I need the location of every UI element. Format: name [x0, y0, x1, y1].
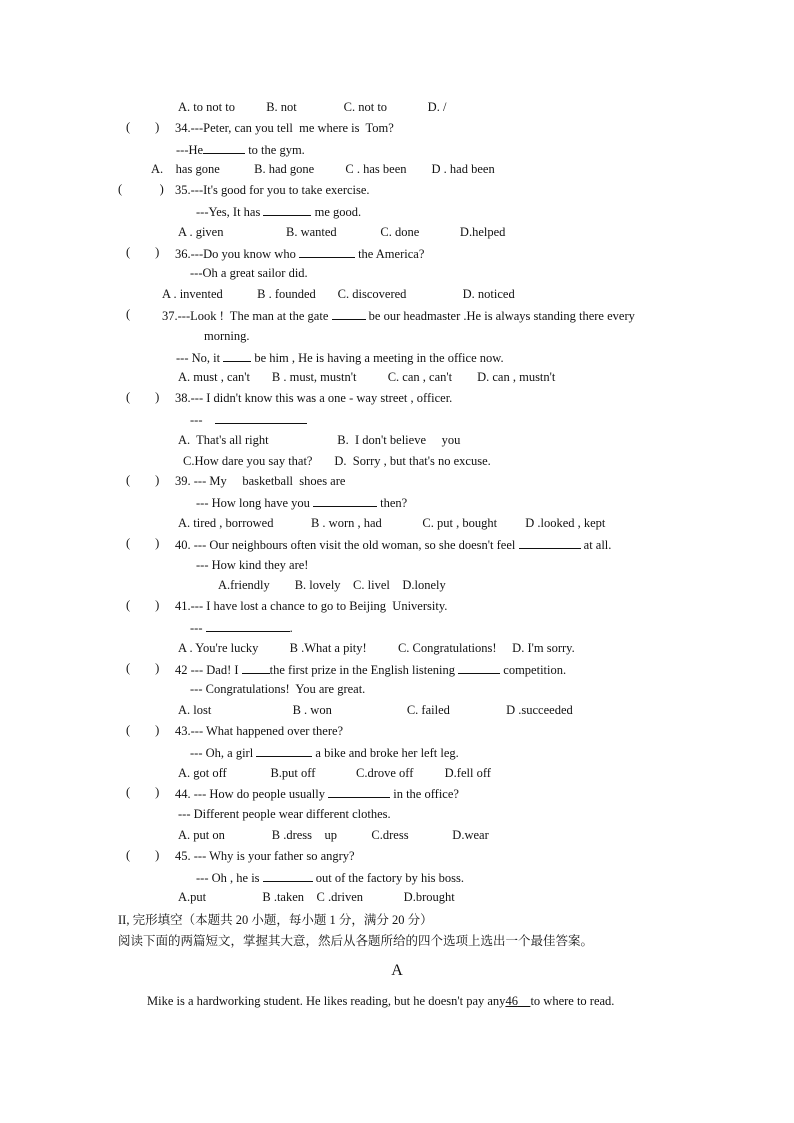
- q43-blank[interactable]: [256, 744, 312, 757]
- q39-stem: 39. --- My basketball shoes are: [175, 474, 346, 488]
- q36-blank[interactable]: [299, 245, 355, 258]
- q34-reply: ---He to the gym.: [176, 143, 305, 157]
- answer-paren-43[interactable]: ( ): [126, 723, 160, 737]
- q42-options: A. lost B . won C. failed D .succeeded: [178, 703, 573, 717]
- blank-46[interactable]: 46: [505, 994, 518, 1008]
- q37-blank-2[interactable]: [223, 349, 251, 362]
- q42-blank-1[interactable]: [242, 661, 270, 674]
- q45-options: A.put B .taken C .driven D.brought: [178, 890, 455, 904]
- q42-stem: 42 --- Dad! I the first prize in the English listening competition.: [175, 663, 567, 677]
- q40-blank[interactable]: [519, 536, 581, 549]
- q42-blank-2[interactable]: [458, 661, 500, 674]
- q40-options: A.friendly B. lovely C. livel D.lonely: [218, 578, 446, 592]
- q45-stem: 45. --- Why is your father so angry?: [175, 849, 355, 863]
- q34-stem: 34.---Peter, can you tell me where is Tom?: [175, 121, 394, 135]
- q40-reply: --- How kind they are!: [196, 558, 309, 572]
- answer-paren-34[interactable]: ( ): [126, 120, 160, 134]
- answer-paren-40[interactable]: ( ): [126, 536, 160, 550]
- q45-blank[interactable]: [263, 869, 313, 882]
- q39-blank[interactable]: [313, 494, 377, 507]
- q35-blank[interactable]: [263, 203, 311, 216]
- q43-stem: 43.--- What happened over there?: [175, 724, 344, 738]
- q44-stem: 44. --- How do people usually in the office?: [175, 787, 459, 801]
- q36-reply: ---Oh a great sailor did.: [190, 266, 308, 280]
- section-instruction: 阅读下面的两篇短文，掌握其大意，然后从各题所给的四个选项上选出一个最佳答案。: [118, 934, 594, 948]
- q34-options: A. has gone B. had gone C . has been D . had been: [151, 162, 495, 176]
- q37-reply: --- No, it be him , He is having a meeting in the office now.: [176, 351, 504, 365]
- q37-options: A. must , can't B . must, mustn't C. can , can't D. can , mustn't: [178, 370, 556, 384]
- answer-paren-45[interactable]: ( ): [126, 848, 160, 862]
- q45-reply: --- Oh , he is out of the factory by his boss.: [196, 871, 465, 885]
- answer-paren-44[interactable]: ( ): [126, 785, 160, 799]
- q44-blank[interactable]: [328, 785, 390, 798]
- answer-paren-39[interactable]: ( ): [126, 473, 160, 487]
- q37-blank-1[interactable]: [332, 307, 366, 320]
- answer-paren-42[interactable]: ( ): [126, 661, 160, 675]
- q44-reply: --- Different people wear different clothes.: [178, 807, 391, 821]
- q35-stem: 35.---It's good for you to take exercise.: [175, 183, 370, 197]
- q37-stem: 37.---Look ! The man at the gate be our headmaster .He is always standing there every: [162, 309, 635, 323]
- q36-stem: 36.---Do you know who the America?: [175, 247, 425, 261]
- q38-options-2: C.How dare you say that? D. Sorry , but that's no excuse.: [183, 454, 491, 468]
- passage-text: Mike is a hardworking student. He likes reading, but he doesn't pay any46 to where to read.: [147, 994, 615, 1008]
- q44-options: A. put on B .dress up C.dress D.wear: [178, 828, 489, 842]
- q38-options-1: A. That's all right B. I don't believe you: [178, 433, 461, 447]
- q39-options: A. tired , borrowed B . worn , had C. put , bought D .looked , kept: [178, 516, 606, 530]
- q41-blank[interactable]: [206, 619, 290, 632]
- answer-paren-37[interactable]: (: [126, 307, 131, 321]
- q42-reply: --- Congratulations! You are great.: [190, 682, 366, 696]
- q41-options: A . You're lucky B .What a pity! C. Congratulations! D. I'm sorry.: [178, 641, 575, 655]
- answer-paren-36[interactable]: ( ): [126, 245, 160, 259]
- q34-blank[interactable]: [203, 141, 245, 154]
- q33-options: A. to not to B. not C. not to D. /: [178, 100, 447, 114]
- section-heading: II, 完形填空（本题共 20 小题，每小题 1 分，满分 20 分）: [118, 913, 433, 927]
- answer-paren-38[interactable]: ( ): [126, 390, 160, 404]
- q39-reply: --- How long have you then?: [196, 496, 408, 510]
- answer-paren-35[interactable]: ( ): [118, 182, 164, 196]
- passage-title: A: [391, 962, 403, 979]
- q41-reply: --- .: [190, 621, 293, 635]
- q40-stem: 40. --- Our neighbours often visit the old woman, so she doesn't feel at all.: [175, 538, 612, 552]
- answer-paren-41[interactable]: ( ): [126, 598, 160, 612]
- q36-options: A . invented B . founded C. discovered D. noticed: [162, 287, 515, 301]
- q38-reply: ---: [190, 411, 307, 428]
- q38-stem: 38.--- I didn't know this was a one - way street , officer.: [175, 391, 453, 405]
- q38-blank[interactable]: [215, 411, 307, 424]
- q41-stem: 41.--- I have lost a chance to go to Beijing University.: [175, 599, 448, 613]
- q43-reply: --- Oh, a girl a bike and broke her left leg.: [190, 746, 459, 760]
- q35-options: A . given B. wanted C. done D.helped: [178, 225, 506, 239]
- q37-stem-cont: morning.: [204, 329, 250, 343]
- q35-reply: ---Yes, It has me good.: [196, 205, 362, 219]
- q43-options: A. got off B.put off C.drove off D.fell off: [178, 766, 491, 780]
